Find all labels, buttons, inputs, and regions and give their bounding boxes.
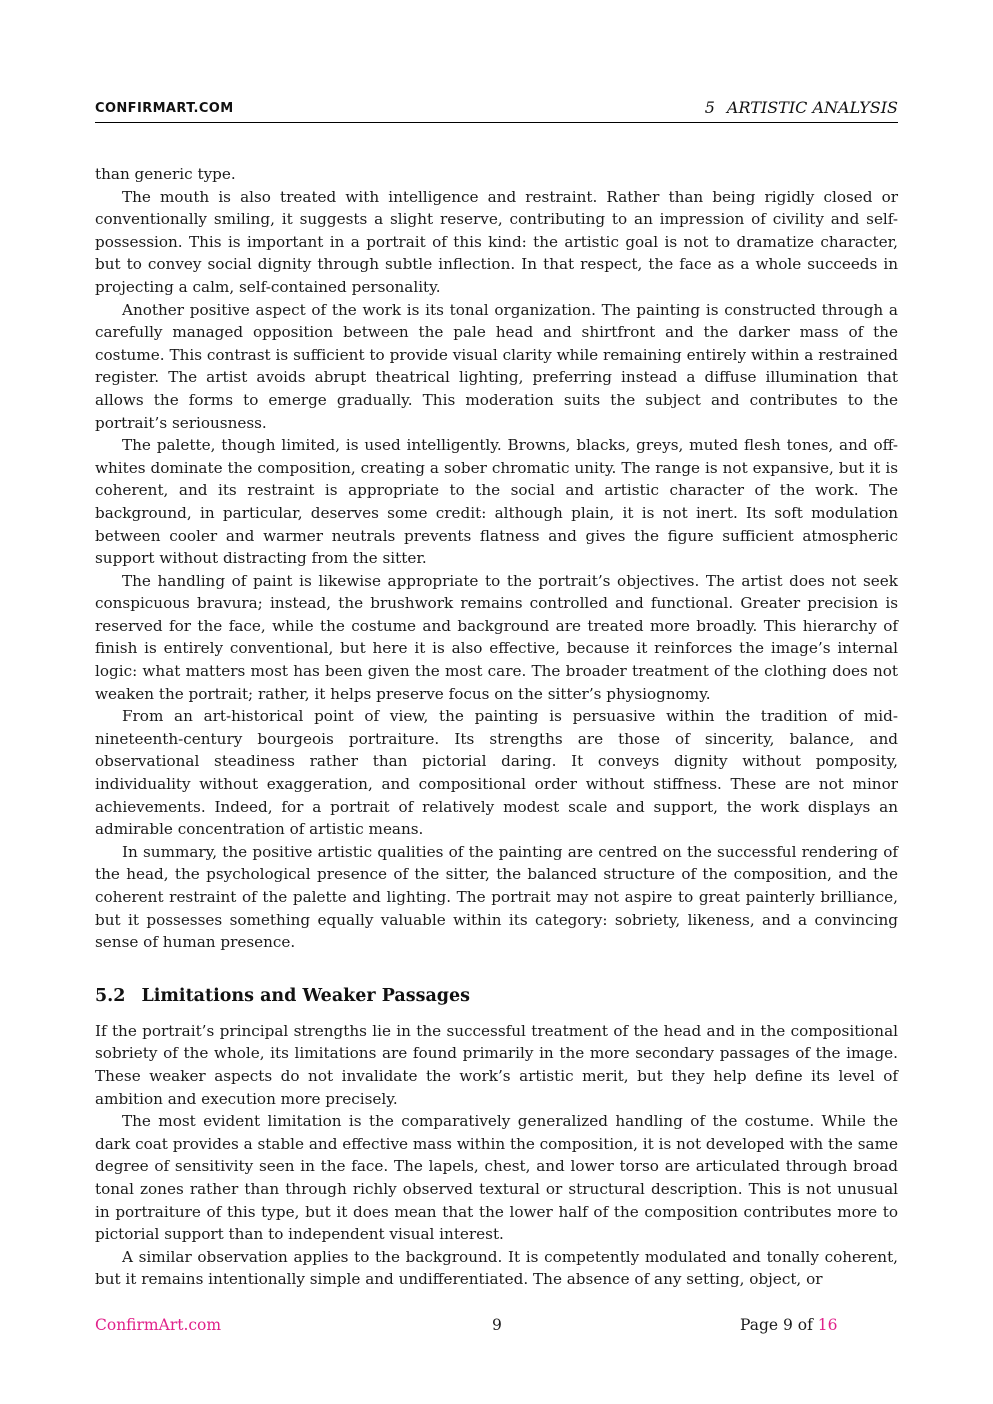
running-head: [705, 98, 898, 117]
section-number: 5.2: [95, 985, 126, 1006]
footer-site-link[interactable]: ConfirmArt.com: [95, 1316, 222, 1334]
footer-page-prefix: Page 9 of: [740, 1316, 813, 1334]
paragraph: The palette, though limited, is used intelligently. Browns, blacks, greys, muted flesh tones, and off-whites dominate the composition, creating a sober chromatic unity. The range is not expansive, but it is coherent, and its restraint is appropriate to the social and artistic character of the work. The background, in particular, deserves some credit: although plain, it is not inert. Its soft modulation between cooler and warmer neutrals prevents flatness and gives the figure sufficient atmospheric support without distracting from the sitter.: [95, 436, 898, 568]
footer-page-number: 9: [492, 1316, 502, 1334]
paragraph: than generic type.: [95, 165, 236, 183]
paragraph: If the portrait’s principal strengths lie in the successful treatment of the head and in the compositional sobriety of the whole, its limitations are found primarily in the more secondary passages of the image. These weaker aspects do not invalidate the work’s artistic merit, but they help define its level of ambition and execution more precisely.: [95, 1021, 898, 1108]
footer-page-total-link[interactable]: 16: [817, 1316, 838, 1334]
body-text: [95, 163, 898, 1291]
paragraph: The handling of paint is likewise appropriate to the portrait’s objectives. The artist does not seek conspicuous bravura; instead, the brushwork remains controlled and functional. Greater precision is reserved for the face, while the costume and background are treated more broadly. This hierarchy of finish is entirely conventional, but here it is also effective, because it reinforces the image’s internal logic: what matters most has been given the most care. The broader treatment of the clothing does not weaken the portrait; rather, it helps preserve focus on the sitter’s physiognomy.: [95, 571, 898, 703]
running-head-number: 5: [704, 98, 715, 117]
paragraph: The mouth is also treated with intelligence and restraint. Rather than being rigidly closed or conventionally smiling, it suggests a slight reserve, contributing to an impression of civility and self-possession. This is important in a portrait of this kind: the artistic goal is not to dramatize character, but to convey social dignity through subtle inflection. In that respect, the face as a whole succeeds in projecting a calm, self-contained personality.: [95, 187, 898, 296]
page-header: [95, 98, 898, 123]
paragraph: A similar observation applies to the background. It is competently modulated and tonally coherent, but it remains intentionally simple and undifferentiated. The absence of any setting, object, or: [95, 1247, 898, 1289]
paragraph: From an art-historical point of view, the painting is persuasive within the tradition of mid-nineteenth-century bourgeois portraiture. Its strengths are those of sincerity, balance, and observational steadiness rather than pictorial daring. It conveys dignity without pomposity, individuality without exaggeration, and compositional order without stiffness. These are not minor achievements. Indeed, for a portrait of relatively modest scale and support, the work displays an admirable concentration of artistic means.: [95, 707, 898, 839]
paragraph: Another positive aspect of the work is its tonal organization. The painting is constructed through a carefully managed opposition between the pale head and shirtfront and the darker mass of the costume. This contrast is sufficient to provide visual clarity while remaining entirely within a restrained register. The artist avoids abrupt theatrical lighting, preferring instead a diffuse illumination that allows the forms to emerge gradually. This moderation suits the subject and contributes to the portrait’s seriousness.: [95, 300, 898, 432]
paragraph: In summary, the positive artistic qualities of the painting are centred on the successful rendering of the head, the psychological presence of the sitter, the balanced structure of the composition, and the coherent restraint of the palette and lighting. The portrait may not aspire to great painterly brilliance, but it possesses something equally valuable within its category: sobriety, likeness, and a convincing sense of human presence.: [95, 842, 898, 952]
paragraph: The most evident limitation is the comparatively generalized handling of the costume. While the dark coat provides a stable and effective mass within the composition, it is not developed with the same degree of sensitivity seen in the face. The lapels, chest, and lower torso are articulated through broad tonal zones rather than through richly observed textural or structural description. This is not unusual in portraiture of this type, but it does mean that the lower half of the composition contributes more to pictorial support than to independent visual interest.: [95, 1112, 898, 1244]
site-logo: CONFIRMART.COM: [95, 101, 234, 116]
section-heading: [95, 984, 898, 1008]
footer-page-count: [740, 1316, 838, 1334]
page-footer: [95, 1316, 898, 1338]
running-head-title: ARTISTIC ANALYSIS: [726, 98, 898, 117]
section-title: Limitations and Weaker Passages: [141, 985, 471, 1006]
